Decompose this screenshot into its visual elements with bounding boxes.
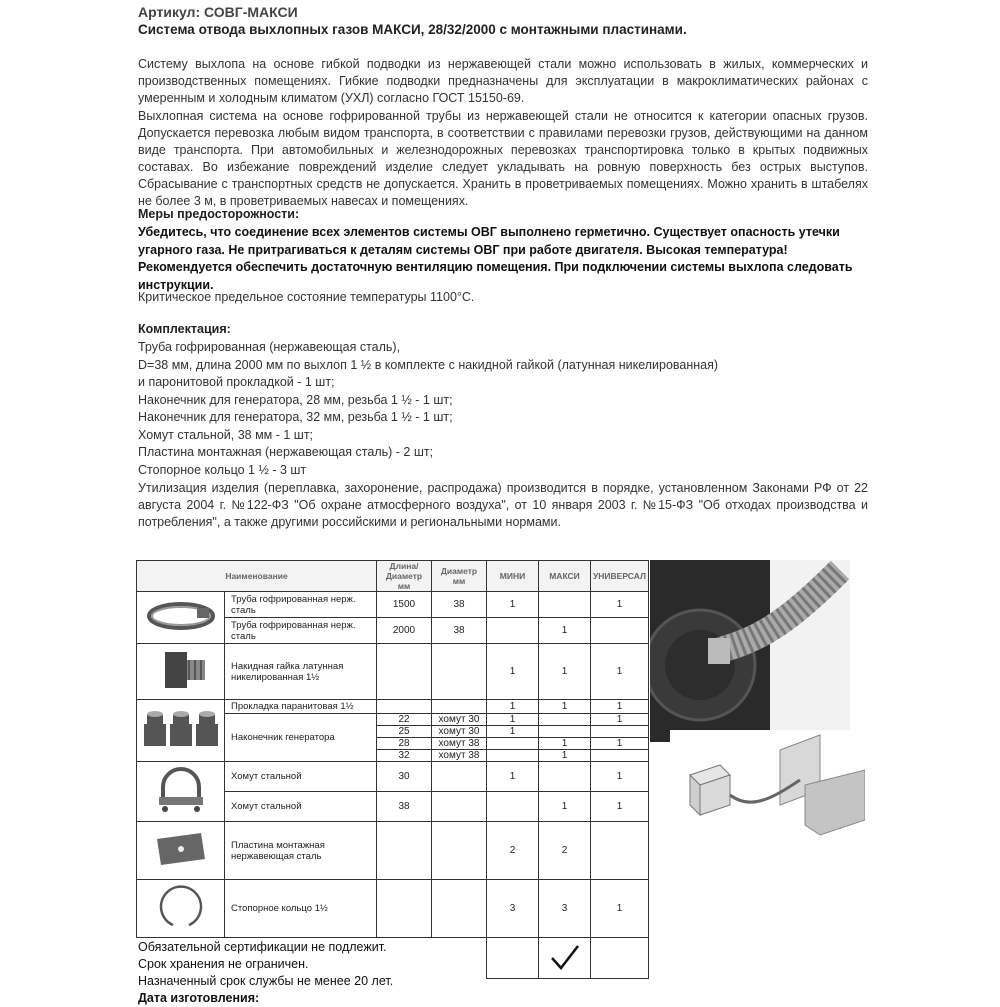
footer-notes <box>138 939 393 1007</box>
kit-line: Наконечник для генератора, 32 мм, резьба 1 ½ - 1 шт; <box>138 410 453 424</box>
header-length: Длина/Диаметр мм <box>377 561 432 592</box>
manufacture-date-label: Дата изготовления: <box>138 991 260 1005</box>
critical-temperature: Критическое предельное состояние температуры 1100°С. <box>138 290 475 304</box>
table-row: Прокладка паранитовая 1½ 1 1 1 <box>137 700 649 714</box>
table-row: Наконечник генератора 22 хомут 30 1 1 <box>137 714 649 726</box>
components-table <box>136 560 656 979</box>
kit-heading: Комплектация: <box>138 322 231 336</box>
nut-image <box>137 644 225 700</box>
table-row: 32 хомут 38 1 <box>137 750 649 762</box>
table-row: Пластина монтажная нержавеющая сталь 2 2 <box>137 822 649 880</box>
kit-line: Пластина монтажная (нержавеющая сталь) - 2 шт; <box>138 445 434 459</box>
paragraph-usage: Систему выхлопа на основе гибкой подводки из нержавеющей стали можно использовать в жилых, коммерческих и производственных помещениях. Гибкие подводки предназначены для эксплуатации в макроклиматических районах с умеренным и холодным климатом (УХЛ) согласно ГОСТ 15150-69. <box>138 57 868 105</box>
kit-line: Стопорное кольцо 1 ½ - 3 шт <box>138 462 307 477</box>
safety-text: Убедитесь, что соединение всех элементов системы ОВГ выполнено герметично. Существует опасность утечки угарного газа. Не притрагиваться к деталям системы ОВГ при работе двигателя. Высокая температура! Рекомендуется обеспечить достаточную вентиляцию помещения. При подключении системы выхлопа следовать инструкции. <box>138 225 853 292</box>
header-universal: УНИВЕРСАЛ <box>591 561 649 592</box>
certification-note: Обязательной сертификации не подлежит. <box>138 940 387 954</box>
table-row: Накидная гайка латунная никелированная 1½ 1 1 1 <box>137 644 649 700</box>
paragraph-transport: Выхлопная система на основе гофрированной трубы из нержавеющей стали не относится к категории опасных грузов. Допускается перевозка любым видом транспорта, в соответствии с правилами перевозки грузов, действующими на данном виде транспорта. При автомобильных и железнодорожных перевозках транспортировка только в крытых подвижных составах. Во избежание повреждений изделие следует укладывать на ровную поверхность без острых выступов. Сбрасывание с транспортных средств не допускается. Хранить в проветриваемых помещениях. Можно хранить в штабелях не более 3 м, в проветриваемых навесах и помещениях. <box>138 109 868 208</box>
service-life-note: Назначенный срок службы не менее 20 лет. <box>138 974 394 988</box>
header-mini: МИНИ <box>487 561 539 592</box>
retaining-ring-image <box>137 880 225 938</box>
clamp-image <box>137 762 225 822</box>
article-label: Артикул: СОВГ-МАКСИ <box>138 4 298 20</box>
table-row: 28 хомут 38 1 1 <box>137 738 649 750</box>
installation-diagram <box>670 730 865 855</box>
table-row: Хомут стальной 38 1 1 <box>137 792 649 822</box>
table-row: Хомут стальной 30 1 1 <box>137 762 649 792</box>
header-maxi: МАКСИ <box>539 561 591 592</box>
table-header <box>137 561 649 592</box>
table-row: Труба гофрированная нерж. сталь 2000 38 1 <box>137 618 649 644</box>
kit-line: Наконечник для генератора, 28 мм, резьба 1 ½ - 1 шт; <box>138 392 453 407</box>
kit-line: Хомут стальной, 38 мм - 1 шт; <box>138 427 314 442</box>
kit-line: D=38 мм, длина 2000 мм по выхлоп 1 ½ в комплекте с накидной гайкой (латунная никелированная) <box>138 357 719 372</box>
safety-heading: Меры предосторожности: <box>138 207 300 221</box>
exhaust-photo <box>650 560 850 742</box>
document-title: Система отвода выхлопных газов МАКСИ, 28/32/2000 с монтажными пластинами. <box>138 22 687 37</box>
kit-line: и паронитовой прокладкой - 1 шт; <box>138 375 335 389</box>
kit-line: Труба гофрированная (нержавеющая сталь), <box>138 340 401 354</box>
kit-list <box>138 339 718 479</box>
generator-tips-image <box>137 700 225 762</box>
storage-note: Срок хранения не ограничен. <box>138 957 309 971</box>
disposal-text: Утилизация изделия (переплавка, захоронение, распродажа) производится в порядке, установленном Законами РФ от 22 августа 2004 г. №122-ФЗ "Об охране атмосферного воздуха", от 10 января 2003 г. №15-ФЗ "Об отходах производства и потребления", а также другими российскими и региональными нормами. <box>138 481 868 529</box>
table-row: Стопорное кольцо 1½ 3 3 1 <box>137 880 649 938</box>
table-row: Труба гофрированная нерж. сталь 1500 38 1 1 <box>137 592 649 618</box>
header-name: Наименование <box>137 561 377 592</box>
maxi-checkmark-icon <box>539 938 591 979</box>
header-diameter: Диаметр мм <box>432 561 487 592</box>
pipe-coil-image <box>137 592 225 644</box>
mounting-plate-image <box>137 822 225 880</box>
table-row: 25 хомут 30 1 <box>137 726 649 738</box>
